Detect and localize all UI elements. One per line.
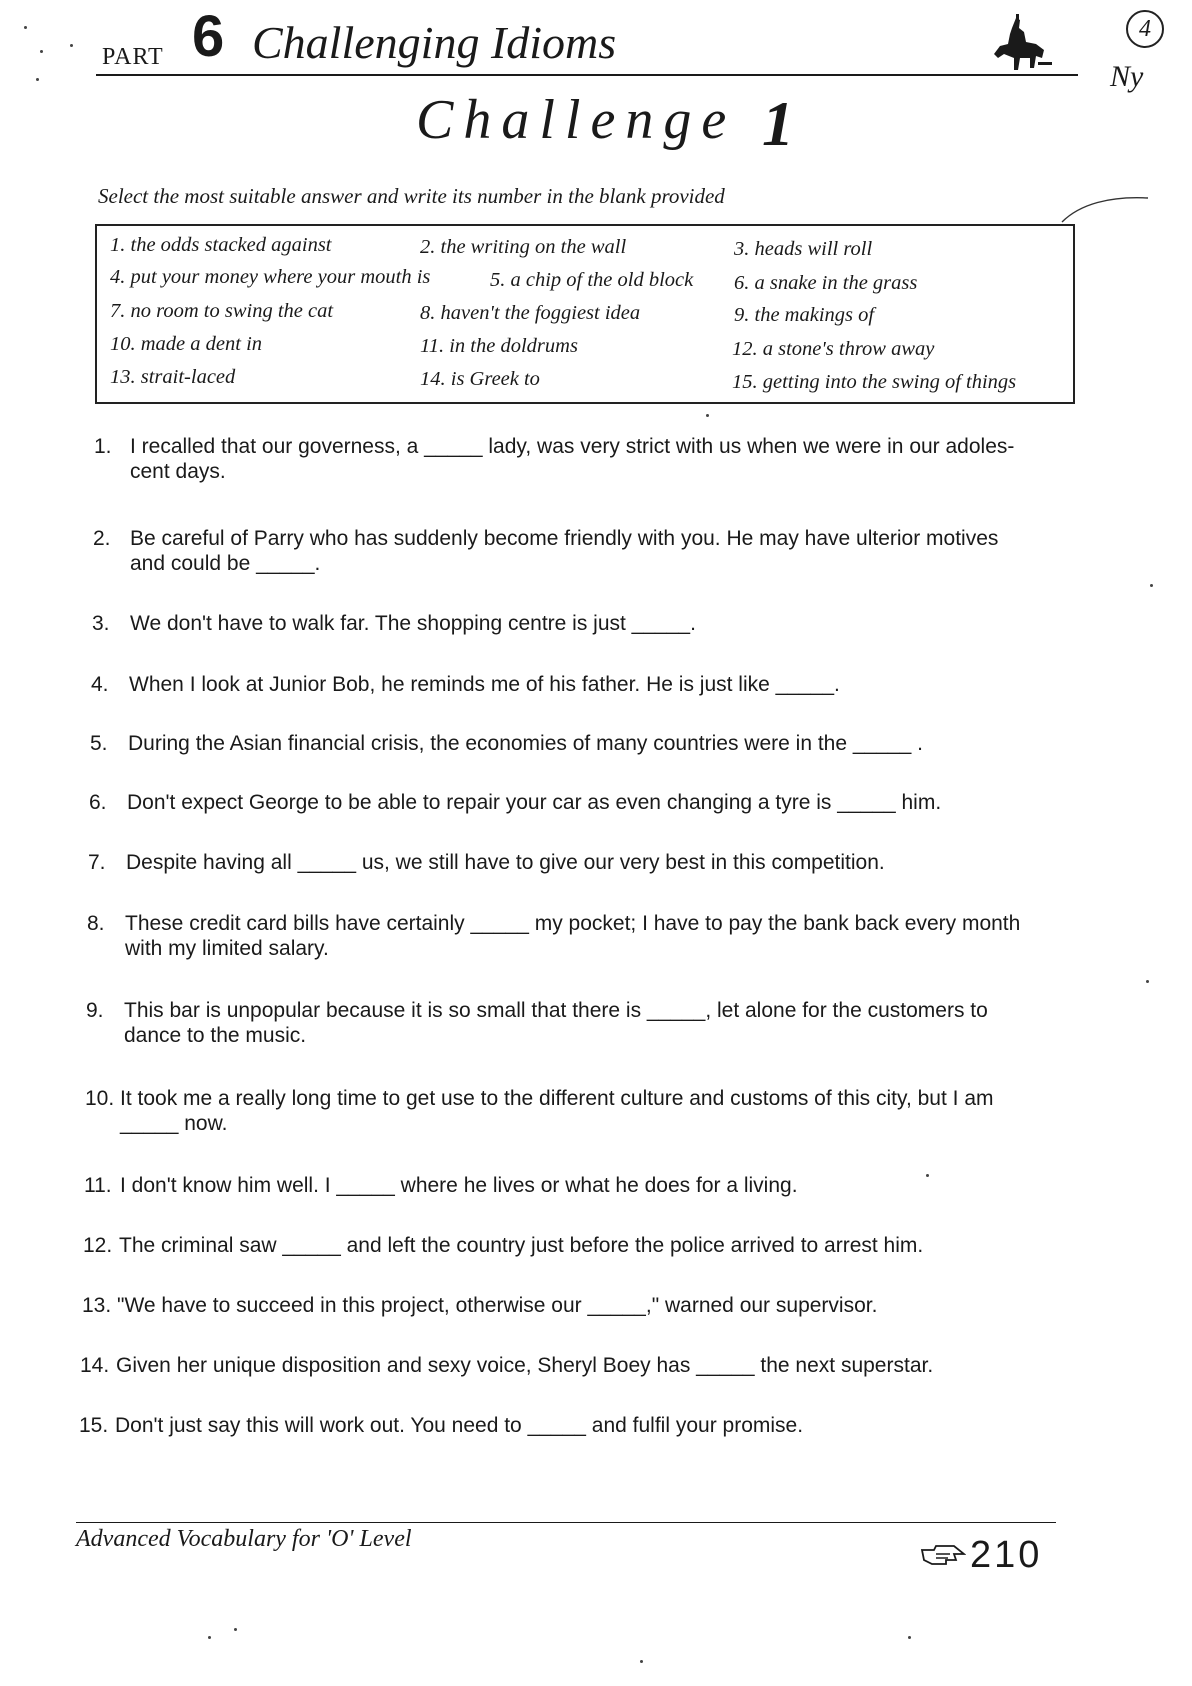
question-11: 11. I don't know him well. I _____ where he lives or what he does for a living. [84, 1174, 798, 1197]
option-item: 9. the makings of [734, 304, 875, 326]
scan-speck [70, 44, 73, 47]
challenge-number: 1 [762, 88, 794, 159]
scan-speck [1150, 584, 1153, 587]
circled-page-mark: 4 [1126, 10, 1164, 48]
scan-speck [40, 50, 43, 53]
scan-speck [1146, 980, 1149, 983]
scan-speck [926, 1174, 929, 1177]
instruction-text: Select the most suitable answer and write its number in the blank provided [98, 184, 725, 208]
footer-rule [76, 1522, 1056, 1523]
option-item: 8. haven't the foggiest idea [420, 302, 641, 324]
knight-on-horse-icon [990, 14, 1052, 74]
option-item: 3. heads will roll [734, 238, 873, 260]
scan-speck [234, 1628, 237, 1631]
pen-stroke-decoration [1060, 186, 1150, 226]
scan-speck [24, 26, 27, 29]
part-title: Challenging Idioms [252, 17, 617, 68]
question-14: 14. Given her unique disposition and sexy voice, Sheryl Boey has _____ the next superstar. [80, 1354, 934, 1377]
question-6: 6. Don't expect George to be able to repair your car as even changing a tyre is _____ him. [89, 791, 942, 814]
question-5: 5. During the Asian financial crisis, the economies of many countries were in the _____ . [90, 732, 923, 755]
question-10: 10. It took me a really long time to get use to the different culture and customs of this city, but I am _____ now. [85, 1087, 994, 1135]
option-item: 14. is Greek to [420, 368, 540, 390]
option-item: 5. a chip of the old block [490, 269, 694, 291]
scan-speck [706, 414, 709, 417]
part-number: 6 [192, 4, 225, 69]
option-item: 6. a snake in the grass [734, 272, 918, 294]
header-rule [96, 74, 1078, 76]
question-8: 8. These credit card bills have certainly _____ my pocket; I have to pay the bank back every month with my limited salary. [87, 912, 1021, 960]
scan-speck [36, 78, 39, 81]
question-2: 2. Be careful of Parry who has suddenly become friendly with you. He may have ulterior motives and could be _____. [93, 527, 999, 575]
option-item: 13. strait-laced [110, 366, 236, 388]
challenge-heading: Challenge [416, 89, 737, 151]
question-15: 15. Don't just say this will work out. You need to _____ and fulfil your promise. [79, 1414, 804, 1437]
option-item: 10. made a dent in [110, 333, 263, 355]
pointing-hand-icon [920, 1540, 966, 1570]
question-3: 3. We don't have to walk far. The shopping centre is just _____. [92, 612, 696, 635]
scan-speck [908, 1636, 911, 1639]
option-item: 7. no room to swing the cat [110, 300, 334, 322]
option-item: 1. the odds stacked against [110, 234, 332, 256]
option-item: 12. a stone's throw away [732, 338, 935, 360]
question-7: 7. Despite having all _____ us, we still have to give our very best in this competition. [88, 851, 885, 874]
part-label: PART [102, 44, 164, 70]
option-item: 4. put your money where your mouth is [110, 266, 431, 288]
option-item: 11. in the doldrums [420, 335, 578, 357]
question-12: 12. The criminal saw _____ and left the country just before the police arrived to arrest him. [83, 1234, 924, 1257]
scan-speck [208, 1636, 211, 1639]
question-9: 9. This bar is unpopular because it is so small that there is _____, let alone for the customers to dance to the music. [86, 999, 988, 1047]
option-item: 2. the writing on the wall [420, 236, 627, 258]
book-title: Advanced Vocabulary for 'O' Level [76, 1526, 412, 1552]
question-4: 4. When I look at Junior Bob, he reminds me of his father. He is just like _____. [91, 673, 840, 696]
handwritten-initials: Ny [1110, 60, 1144, 93]
question-13: 13. "We have to succeed in this project, otherwise our _____," warned our supervisor. [82, 1294, 878, 1317]
scan-speck [640, 1660, 643, 1663]
question-1: 1. I recalled that our governess, a _____ lady, was very strict with us when we were in our adoles- cent days. [94, 435, 1015, 483]
option-item: 15. getting into the swing of things [732, 371, 1017, 393]
page-number: 210 [970, 1534, 1043, 1576]
